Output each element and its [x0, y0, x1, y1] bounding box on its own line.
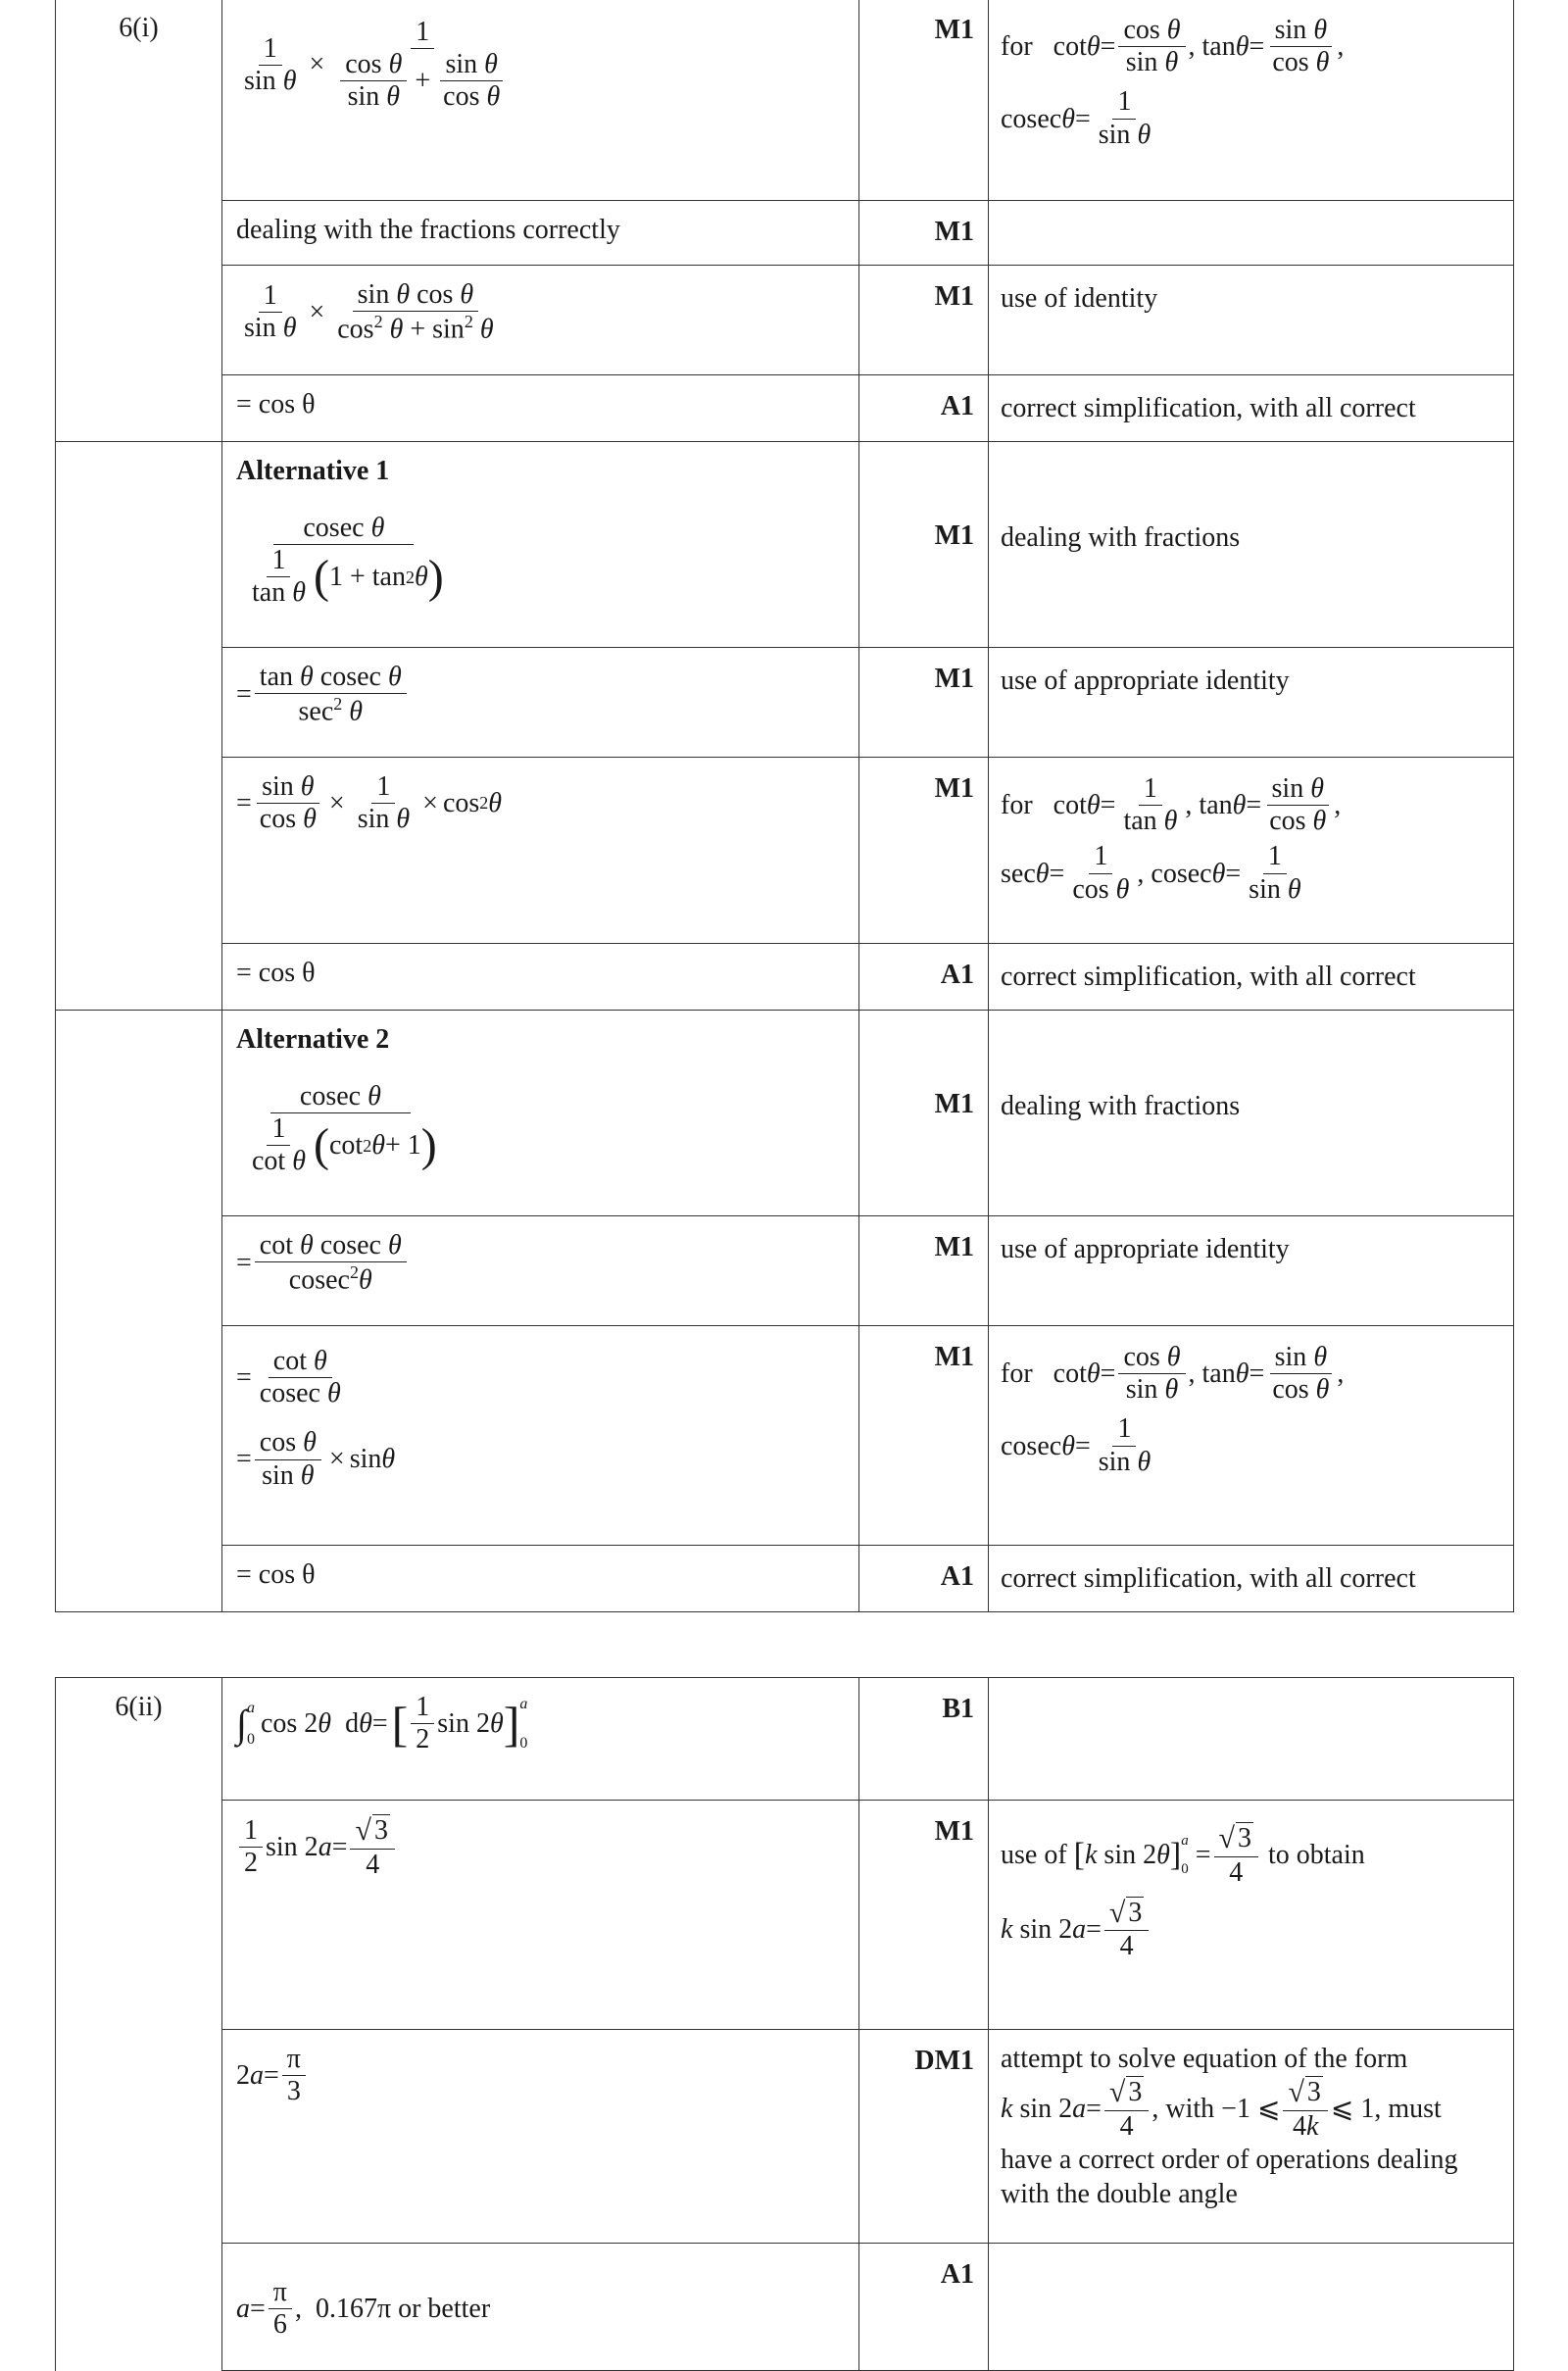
- table-row: [56, 375, 1514, 442]
- table-row: [56, 442, 1514, 648]
- mark-scheme-table-part-ii: [55, 1677, 1514, 2371]
- answer-cell: = cos θ: [222, 944, 859, 1011]
- mark-cell: A1: [859, 944, 989, 1011]
- question-label-blank: [56, 442, 222, 1011]
- mark-cell: M1: [859, 758, 989, 944]
- mark-cell: M1: [859, 648, 989, 758]
- mark-cell: M1: [859, 1011, 989, 1216]
- answer-cell: $\frac{1}{\text{sin θ}}$ × 1 $\frac{\text{cos θ}}{\text{sin θ}}$ + $\frac{\text{sin θ}}{\text{cos θ}}$: [222, 0, 859, 201]
- guidance-cell: correct simplification, with all correct: [989, 375, 1514, 442]
- table-row: [56, 944, 1514, 1011]
- answer-cell: = $\frac{\text{cot θ}}{\text{cosec θ}}$ = $\frac{\text{cos θ}}{\text{sin θ}}$ × sin θ: [222, 1326, 859, 1546]
- mark-cell: M1: [859, 1216, 989, 1326]
- answer-cell: = $\frac{\text{tan θ cosec θ}}{\sec^2 \theta}$: [222, 648, 859, 758]
- mark-cell: M1: [859, 1326, 989, 1546]
- guidance-cell: use of appropriate identity: [989, 1216, 1514, 1326]
- table-row: [56, 1678, 1514, 1801]
- mark-scheme-table-part-i: [55, 0, 1514, 1612]
- guidance-cell: [989, 2244, 1514, 2371]
- table-row: [56, 1011, 1514, 1216]
- answer-cell: = cos θ: [222, 1546, 859, 1612]
- table-row: [56, 201, 1514, 266]
- guidance-cell: correct simplification, with all correct: [989, 1546, 1514, 1612]
- table-row: [56, 2244, 1514, 2371]
- guidance-cell: [989, 1678, 1514, 1801]
- mark-cell: DM1: [859, 2030, 989, 2244]
- answer-cell: = $\frac{\text{cot θ cosec θ}}{cosec^2\theta}$: [222, 1216, 859, 1326]
- answer-cell: dealing with the fractions correctly: [222, 201, 859, 266]
- guidance-cell: [989, 201, 1514, 266]
- answer-cell: ∫ a 0 cos 2 θ d θ = [ $\frac{1}{2}$ sin 2 θ ] a 0: [222, 1678, 859, 1801]
- table-row: [56, 648, 1514, 758]
- answer-cell: $\frac{1}{2}$ sin 2 a = √ 3 4: [222, 1801, 859, 2030]
- mark-cell: M1: [859, 442, 989, 648]
- guidance-cell: use of appropriate identity: [989, 648, 1514, 758]
- table-row: [56, 266, 1514, 375]
- alternative-title: Alternative 2: [236, 1024, 390, 1055]
- question-label-blank: [56, 1011, 222, 1612]
- guidance-cell: use of identity: [989, 266, 1514, 375]
- mark-cell: M1: [859, 201, 989, 266]
- answer-cell: = cos θ: [222, 375, 859, 442]
- answer-cell: a = $\frac{\pi}{6}$ , 0.167π or better: [222, 2244, 859, 2371]
- question-label: 6(i): [56, 0, 222, 442]
- guidance-cell: attempt to solve equation of the form k sin 2 a = √ 3 4 , with −1 ⩽ √ 3 4k ⩽ 1 , must have a correct order of operations dealing with the double angle: [989, 2030, 1514, 2244]
- guidance-cell: correct simplification, with all correct: [989, 944, 1514, 1011]
- guidance-cell: use of [ k sin 2 θ ] a 0 = √ 3 4 to obtain k sin 2 a = √ 3 4: [989, 1801, 1514, 2030]
- guidance-cell: for cot θ = $\frac{\text{cos θ}}{\text{sin θ}}$ , tan θ = $\frac{\text{sin θ}}{\text{cos θ}}$ , cosec θ = $\frac{1}{\text{sin θ}}$: [989, 1326, 1514, 1546]
- question-label: 6(ii): [56, 1678, 222, 2371]
- table-row: [56, 1326, 1514, 1546]
- table-row: [56, 1801, 1514, 2030]
- table-row: [56, 758, 1514, 944]
- guidance-cell: for cot θ = $\frac{1}{\text{tan θ}}$ , tan θ = $\frac{\text{sin θ}}{\text{cos θ}}$ , sec θ = $\frac{1}{\text{cos θ}}$ , cosec θ = $\frac{1}{\text{sin θ}}$: [989, 758, 1514, 944]
- table-row: [56, 2030, 1514, 2244]
- answer-cell: = $\frac{\text{sin θ}}{\text{cos θ}}$ × $\frac{1}{\text{sin θ}}$ × cos 2 θ: [222, 758, 859, 944]
- answer-cell: Alternative 2 cosec θ $\frac{1}{\text{cot θ}}$ ( cot 2 θ + 1 ): [222, 1011, 859, 1216]
- table-row: [56, 1546, 1514, 1612]
- mark-cell: A1: [859, 1546, 989, 1612]
- answer-cell: 2 a = $\frac{\pi}{3}$: [222, 2030, 859, 2244]
- mark-cell: M1: [859, 1801, 989, 2030]
- table-row: [56, 1216, 1514, 1326]
- table-row: [56, 0, 1514, 201]
- guidance-cell: dealing with fractions: [989, 1011, 1514, 1216]
- guidance-cell: for cot θ = $\frac{\text{cos θ}}{\text{sin θ}}$ , tan θ = $\frac{\text{sin θ}}{\text{cos θ}}$ , cosec θ = $\frac{1}{\text{sin θ}}$: [989, 0, 1514, 201]
- mark-cell: M1: [859, 0, 989, 201]
- answer-cell: Alternative 1 cosec θ $\frac{1}{\text{tan θ}}$ ( 1 + tan 2 θ ): [222, 442, 859, 648]
- mark-cell: M1: [859, 266, 989, 375]
- alternative-title: Alternative 1: [236, 456, 390, 486]
- mark-cell: A1: [859, 2244, 989, 2371]
- mark-cell: B1: [859, 1678, 989, 1801]
- answer-cell: $\frac{1}{\text{sin θ}}$ × $\frac{\text{sin θ cos θ}}{\cos^2 \theta + \sin^2 \theta}$: [222, 266, 859, 375]
- mark-cell: A1: [859, 375, 989, 442]
- guidance-cell: dealing with fractions: [989, 442, 1514, 648]
